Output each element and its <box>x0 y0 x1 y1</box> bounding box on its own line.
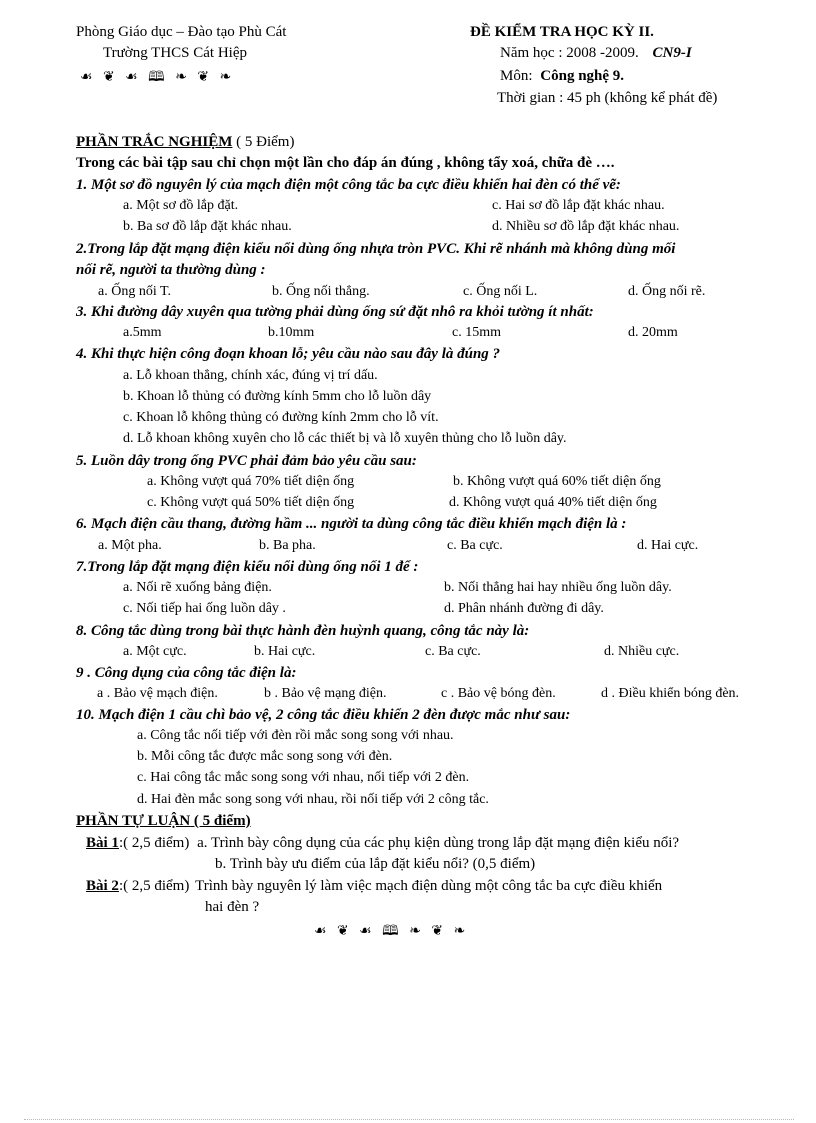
answer-2b: b. Ống nối thẳng. <box>272 284 370 299</box>
question-8: 8. Công tắc dùng trong bài thực hành đèn huỳnh quang, công tắc này là: <box>76 623 530 639</box>
answer-4d: d. Lỗ khoan không xuyên cho lỗ các thiết bị và lỗ xuyên thủng cho lỗ luồn dây. <box>123 431 567 446</box>
bai2-label: Bài 2 <box>86 878 119 894</box>
answer-8b: b. Hai cực. <box>254 644 316 659</box>
subject-label: Môn: <box>500 68 533 84</box>
part2-title: PHẦN TỰ LUẬN <box>76 813 191 829</box>
page-bottom-rule <box>24 1119 794 1120</box>
answer-6d: d. Hai cực. <box>637 538 699 553</box>
question-6: 6. Mạch điện cầu thang, đường hầm ... người ta dùng công tắc điều khiển mạch điện là : <box>76 516 627 532</box>
answer-1d: d. Nhiều sơ đồ lắp đặt khác nhau. <box>492 219 680 234</box>
answer-6a: a. Một pha. <box>98 538 162 553</box>
answer-10b: b. Mỗi công tắc được mắc song song với đèn. <box>137 749 393 764</box>
answer-10c: c. Hai công tắc mắc song song với nhau, nối tiếp với 2 đèn. <box>137 770 470 785</box>
answer-7d: d. Phân nhánh đường đi dây. <box>444 601 604 616</box>
answer-9a: a . Bảo vệ mạch điện. <box>97 686 218 701</box>
answer-7c: c. Nối tiếp hai ống luồn dây . <box>123 601 286 616</box>
exam-duration: Thời gian : 45 ph (không kể phát đề) <box>497 90 718 106</box>
answer-8a: a. Một cực. <box>123 644 187 659</box>
part2-heading <box>76 811 251 831</box>
answer-5b: b. Không vượt quá 60% tiết diện ống <box>453 474 661 489</box>
answer-2d: d. Ống nối rẽ. <box>628 284 706 299</box>
answer-10d: d. Hai đèn mắc song song với nhau, rồi nối tiếp với 2 công tắc. <box>137 792 489 807</box>
answer-7b: b. Nối thẳng hai hay nhiều ống luồn dây. <box>444 580 672 595</box>
bai1-points: :( 2,5 điểm) <box>118 835 190 851</box>
school-year <box>500 43 692 63</box>
answer-3c: c. 15mm <box>452 325 501 340</box>
answer-6b: b. Ba pha. <box>259 538 316 553</box>
subject-name: Công nghệ 9. <box>540 68 625 84</box>
answer-10a: a. Công tắc nối tiếp với đèn rồi mắc song song với nhau. <box>137 728 454 743</box>
answer-4a: a. Lỗ khoan thẳng, chính xác, đúng vị trí dấu. <box>123 368 378 383</box>
exam-title: ĐỀ KIỂM TRA HỌC KỲ II. <box>470 24 654 40</box>
department-name: Phòng Giáo dục – Đào tạo Phù Cát <box>76 24 287 40</box>
bai1-line <box>86 833 679 853</box>
answer-8c: c. Ba cực. <box>425 644 481 659</box>
answer-8d: d. Nhiều cực. <box>604 644 680 659</box>
header-ornament-icon: ☙ ❦ ☙ 🕮 ❧ ❦ ❧ <box>80 69 235 85</box>
question-9: 9 . Công dụng của công tắc điện là: <box>76 665 297 681</box>
question-1: 1. Một sơ đồ nguyên lý của mạch điện một công tắc ba cực điều khiển hai đèn có thể vẽ: <box>76 177 621 193</box>
part1-instruction: Trong các bài tập sau chỉ chọn một lần cho đáp án đúng , không tẩy xoá, chữa đè …. <box>76 155 615 171</box>
answer-3d: d. 20mm <box>628 325 678 340</box>
school-year-label: Năm học : 2008 -2009. <box>500 45 639 61</box>
answer-5a: a. Không vượt quá 70% tiết diện ống <box>147 474 355 489</box>
footer-ornament-icon: ☙ ❦ ☙ 🕮 ❧ ❦ ❧ <box>314 923 469 939</box>
exam-code: CN9-I <box>652 45 692 61</box>
question-10: 10. Mạch điện 1 cầu chì bảo vệ, 2 công tắc điều khiển 2 đèn được mắc như sau: <box>76 707 571 723</box>
part1-points: ( 5 Điểm) <box>232 134 295 150</box>
answer-9d: d . Điều khiển bóng đèn. <box>601 686 740 701</box>
bai2-text-cont: hai đèn ? <box>205 899 260 915</box>
bai1-label: Bài 1 <box>86 835 119 851</box>
answer-6c: c. Ba cực. <box>447 538 503 553</box>
answer-3b: b.10mm <box>268 325 315 340</box>
question-3: 3. Khi đường dây xuyên qua tường phải dùng ống sứ đặt nhô ra khỏi tường ít nhất: <box>76 304 594 320</box>
part2-points: ( 5 điểm) <box>190 813 251 829</box>
answer-5d: d. Không vượt quá 40% tiết diện ống <box>449 495 657 510</box>
answer-4c: c. Khoan lỗ không thủng có đường kính 2mm cho lỗ vít. <box>123 410 439 425</box>
answer-2a: a. Ống nối T. <box>98 284 171 299</box>
question-2: 2.Trong lắp đặt mạng điện kiểu nổi dùng ống nhựa tròn PVC. Khi rẽ nhánh mà không dùng mối <box>76 241 676 257</box>
school-name: Trường THCS Cát Hiệp <box>103 45 248 61</box>
answer-3a: a.5mm <box>123 325 162 340</box>
answer-1b: b. Ba sơ đồ lắp đặt khác nhau. <box>123 219 292 234</box>
bai2-text: Trình bày nguyên lý làm việc mạch điện dùng một công tắc ba cực điều khiển <box>195 878 663 894</box>
bai1-part-a: a. Trình bày công dụng của các phụ kiện dùng trong lắp đặt mạng điện kiểu nổi? <box>197 835 680 851</box>
subject-line <box>500 66 624 86</box>
bai1-part-b: b. Trình bày ưu điểm của lắp đặt kiểu nổi? (0,5 điểm) <box>215 856 536 872</box>
answer-7a: a. Nối rẽ xuống bảng điện. <box>123 580 272 595</box>
bai2-points: :( 2,5 điểm) <box>118 878 190 894</box>
answer-4b: b. Khoan lỗ thủng có đường kính 5mm cho lỗ luồn dây <box>123 389 432 404</box>
answer-9b: b . Bảo vệ mạng điện. <box>264 686 387 701</box>
part1-title: PHẦN TRẮC NGHIỆM <box>76 134 233 150</box>
question-2-cont: nối rẽ, người ta thường dùng : <box>76 262 266 278</box>
answer-1c: c. Hai sơ đồ lắp đặt khác nhau. <box>492 198 665 213</box>
answer-9c: c . Bảo vệ bóng đèn. <box>441 686 556 701</box>
bai2-line <box>86 876 662 896</box>
answer-5c: c. Không vượt quá 50% tiết diện ống <box>147 495 355 510</box>
question-5: 5. Luồn dây trong ống PVC phải đảm bảo yêu cầu sau: <box>76 453 417 469</box>
answer-2c: c. Ống nối L. <box>463 284 538 299</box>
answer-1a: a. Một sơ đồ lắp đặt. <box>123 198 239 213</box>
part1-heading <box>76 132 294 152</box>
question-7: 7.Trong lắp đặt mạng điện kiểu nổi dùng ống nối 1 để : <box>76 559 419 575</box>
question-4: 4. Khi thực hiện công đoạn khoan lỗ; yêu cầu nào sau đây là đúng ? <box>76 346 501 362</box>
